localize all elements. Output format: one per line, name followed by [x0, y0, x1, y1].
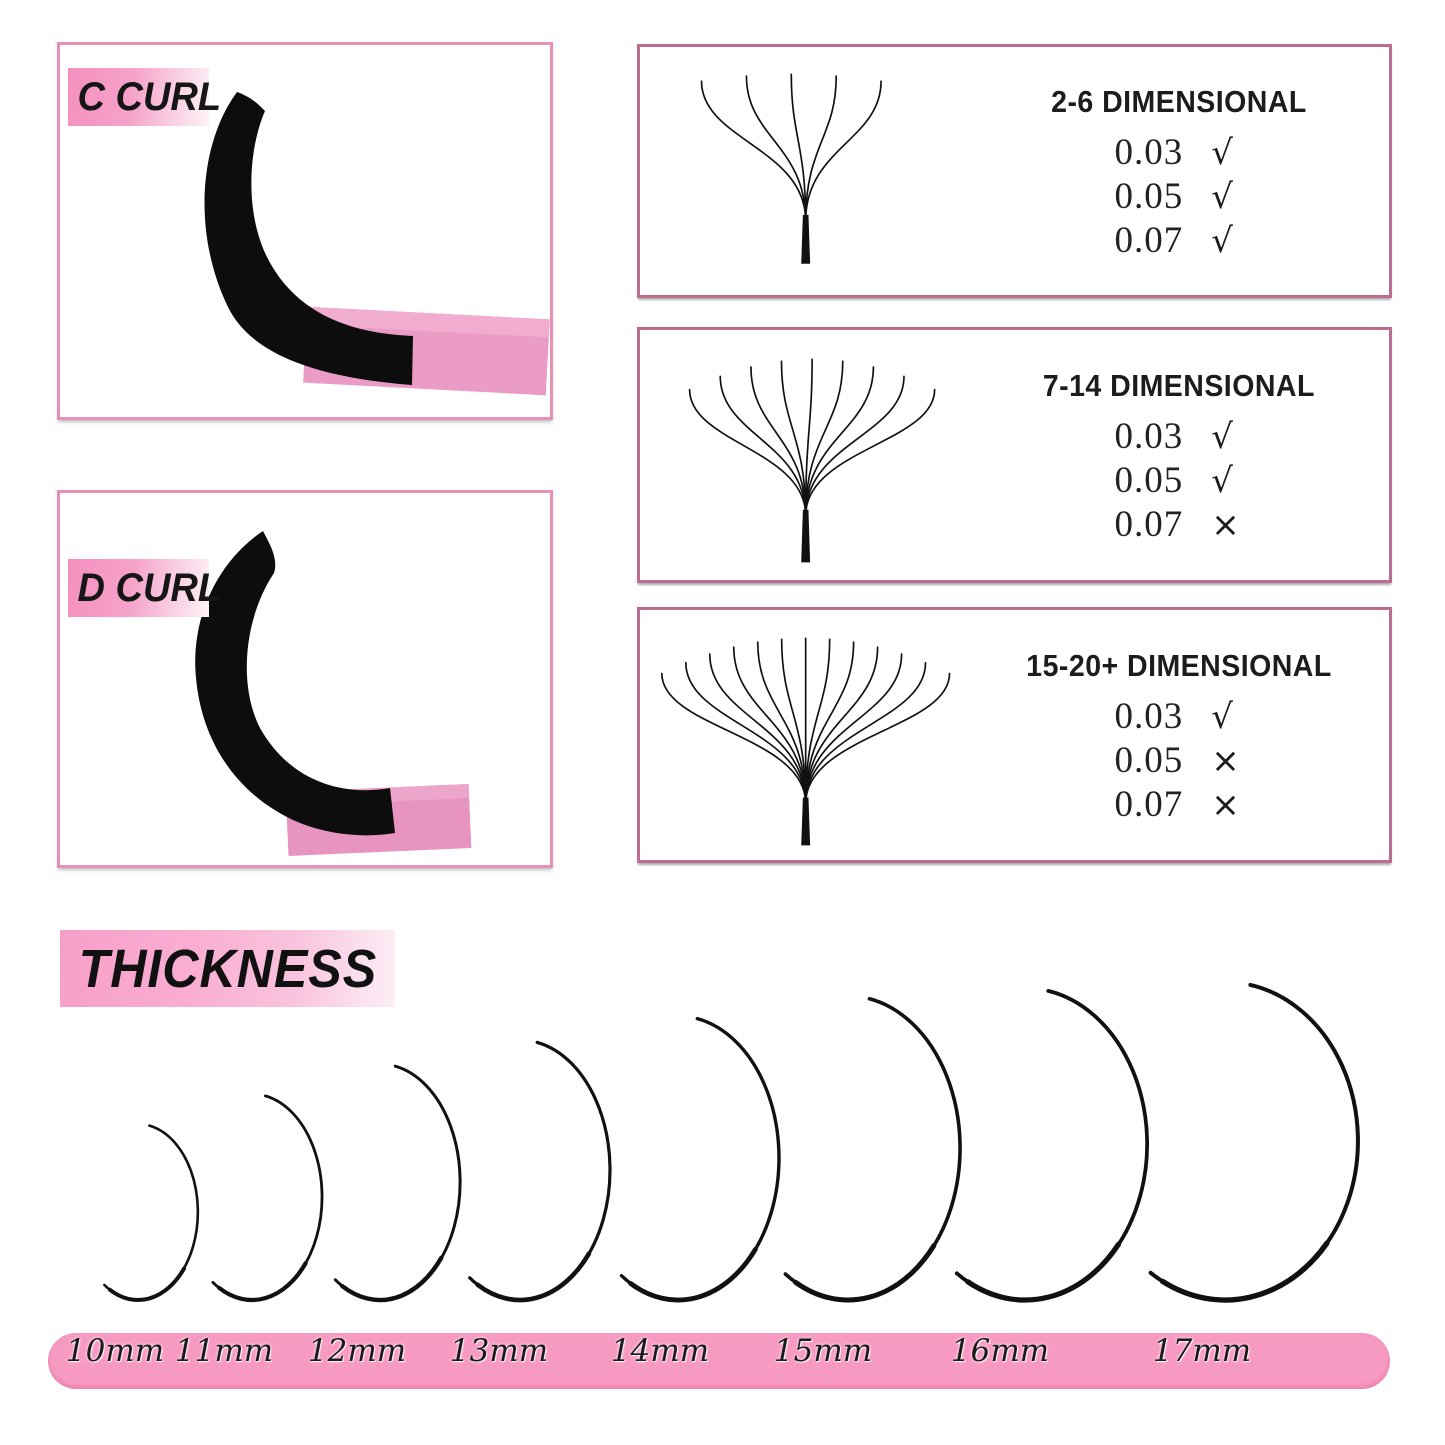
thickness-value: 0.07: [1114, 784, 1184, 826]
length-label-14mm: 14mm: [610, 1333, 710, 1369]
length-label-11mm: 11mm: [174, 1333, 274, 1369]
availability-mark: √: [1211, 220, 1233, 261]
dimension-panel-7-14d: [637, 327, 1392, 583]
c-curl-label-text: C CURL: [77, 75, 222, 119]
availability-row: [1087, 783, 1271, 825]
availability-row: [1087, 739, 1271, 781]
thickness-value: 0.05: [1114, 460, 1184, 502]
dimension-heading: 2-6 DIMENSIONAL: [1051, 83, 1308, 119]
availability-row: [1087, 459, 1271, 501]
dimension-info: [985, 47, 1375, 295]
availability-mark: √: [1211, 176, 1233, 217]
thickness-value: 0.05: [1114, 740, 1184, 782]
availability-mark: √: [1211, 416, 1233, 457]
length-label-15mm: 15mm: [773, 1333, 873, 1369]
length-label-13mm: 13mm: [449, 1333, 549, 1369]
lash-length-curves: [40, 960, 1400, 1320]
availability-row: [1087, 175, 1271, 217]
availability-mark: ×: [1211, 784, 1240, 825]
thickness-value: 0.07: [1114, 220, 1184, 262]
thickness-value: 0.07: [1114, 504, 1184, 546]
c-curl-lash-stroke: [205, 92, 413, 385]
thickness-value: 0.05: [1114, 176, 1184, 218]
thickness-availability-list: [1087, 695, 1271, 825]
availability-mark: √: [1211, 460, 1233, 501]
dimension-heading: 15-20+ DIMENSIONAL: [1026, 647, 1333, 683]
dimension-info: [985, 610, 1375, 860]
length-label-17mm: 17mm: [1152, 1333, 1252, 1369]
length-label-12mm: 12mm: [307, 1333, 407, 1369]
thickness-value: 0.03: [1114, 132, 1184, 174]
d-curl-panel: [57, 490, 553, 868]
thickness-availability-list: [1087, 415, 1271, 545]
availability-mark: ×: [1211, 740, 1240, 781]
availability-mark: √: [1211, 132, 1233, 173]
availability-row: [1087, 219, 1271, 261]
availability-row: [1087, 695, 1271, 737]
dimension-info: [985, 330, 1375, 580]
availability-row: [1087, 131, 1271, 173]
thickness-value: 0.03: [1114, 416, 1184, 458]
d-curl-label-text: D CURL: [77, 566, 222, 610]
d-curl-lash-image: [60, 493, 550, 865]
dimension-panel-15-20d: [637, 607, 1392, 863]
c-curl-label-banner: [68, 68, 222, 126]
thickness-value: 0.03: [1114, 696, 1184, 738]
thickness-title: THICKNESS: [78, 938, 378, 999]
availability-mark: ×: [1211, 504, 1240, 545]
dimension-panel-2-6d: [637, 44, 1392, 298]
length-label-10mm: 10mm: [65, 1333, 165, 1369]
thickness-availability-list: [1087, 131, 1271, 261]
availability-row: [1087, 503, 1271, 545]
length-label-16mm: 16mm: [950, 1333, 1050, 1369]
dimension-heading: 7-14 DIMENSIONAL: [1043, 367, 1316, 403]
availability-mark: √: [1211, 696, 1233, 737]
availability-row: [1087, 415, 1271, 457]
c-curl-panel: [57, 42, 553, 420]
d-curl-label-banner: [68, 559, 222, 617]
length-scale-bar: [48, 1333, 1390, 1389]
